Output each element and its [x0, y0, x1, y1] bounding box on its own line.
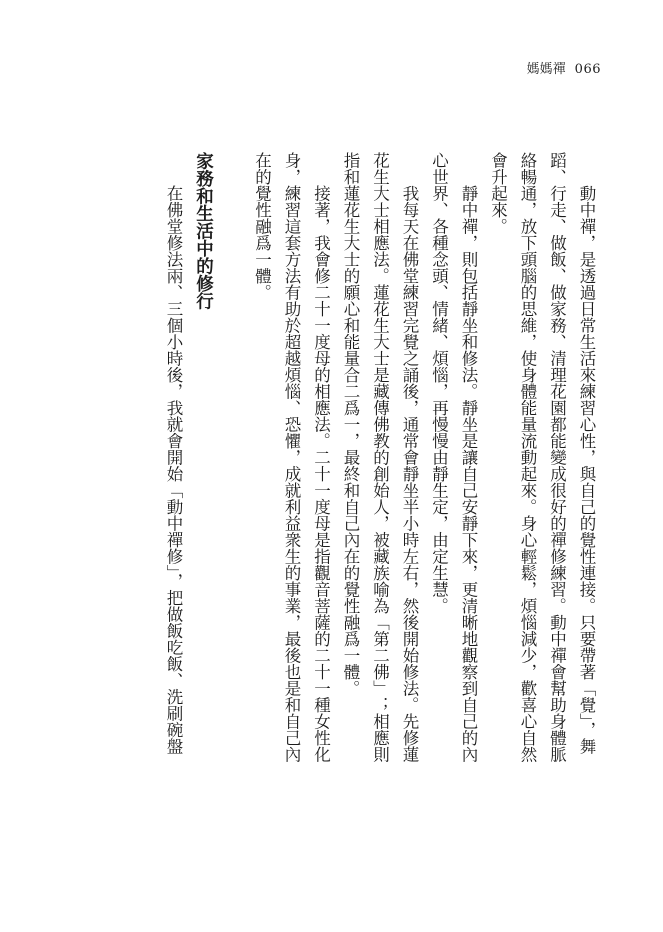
- page-number: 066: [574, 62, 601, 77]
- paragraph-twenty-one-taras: 接著，我會修二十一度母的相應法。二十一度母是指觀音菩薩的二十一種女性化身，練習這套方法有助於超越煩惱、恐懼，成就利益衆生的事業，最後也是和自己內在的覺性融爲一體。: [252, 152, 331, 763]
- section-heading: 家務和生活中的修行: [193, 152, 214, 310]
- section-spacer: [218, 152, 248, 772]
- book-title: 媽媽禪: [526, 62, 566, 77]
- paragraph-padmasambhava-practice: 我每天在佛堂練習完覺之誦後，通常會靜坐半小時左右，然後開始修法。先修蓮花生大士相應法。蓮花生大士是藏傳佛教的創始人，被藏族喻為「第二佛」；相應則指和蓮花生大士的願心和能量合二爲一，最終和自己內在的覺性融爲一體。: [341, 152, 419, 763]
- paragraph-household-practice: 在佛堂修法兩、三個小時後，我就會開始「動中禪修」，把做飯吃飯、洗刷碗盤: [164, 185, 183, 755]
- running-header: [527, 58, 601, 77]
- paragraph-still-meditation: 靜中禪，則包括靜坐和修法。靜坐是讓自己安靜下來，更清晰地觀察到自己的內心世界、各種念頭、情緒、煩惱，再慢慢由靜生定，由定生慧。: [429, 152, 478, 763]
- page-body: [61, 152, 601, 772]
- paragraph-dynamic-meditation: 動中禪，是透過日常生活來練習心性，與自己的覺性連接。只要帶著「覺」，舞蹈、行走、做飯、做家務、清理花園都能變成很好的禪修練習。動中禪會幫助身體脈絡暢通，放下頭腦的思維，使身體能量流動起來。身心輕鬆，煩惱減少，歡喜心自然會升起來。: [488, 152, 596, 763]
